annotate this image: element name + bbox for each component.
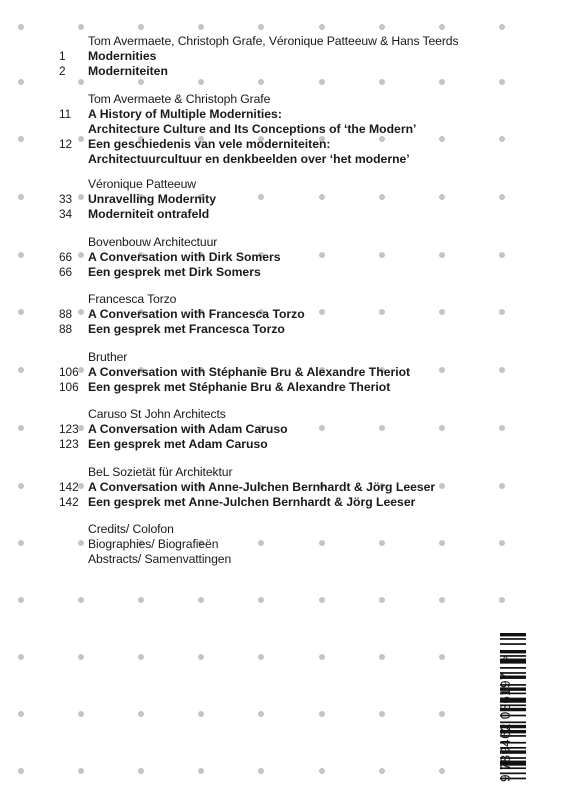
grid-dot (319, 768, 325, 774)
grid-dot (138, 654, 144, 660)
chapter-title: A Conversation with Francesca Torzo (88, 307, 305, 321)
back-matter-label: Biographies/ Biografieën (88, 537, 219, 551)
grid-dot (138, 79, 144, 85)
chapter-title: Moderniteit ontrafeld (88, 207, 210, 221)
grid-dot (78, 768, 84, 774)
toc-author (0, 292, 566, 307)
toc-title-line (0, 365, 566, 380)
page-number: 123 (59, 437, 79, 451)
isbn-number: 9 789462 086197 (498, 672, 513, 782)
grid-dot (258, 24, 264, 30)
chapter-title: Moderniteiten (88, 64, 168, 78)
back-matter-label: Credits/ Colofon (88, 522, 174, 536)
page-number: 1 (59, 49, 66, 63)
grid-dot (499, 24, 505, 30)
author-name: Bruther (88, 350, 128, 364)
toc-title-line (0, 49, 566, 64)
grid-dot (198, 711, 204, 717)
chapter-title: Modernities (88, 49, 157, 63)
toc-entry (0, 235, 566, 280)
grid-dot (198, 654, 204, 660)
grid-dot (78, 597, 84, 603)
grid-dot (319, 24, 325, 30)
toc-title-line (0, 495, 566, 510)
toc-author (0, 407, 566, 422)
grid-dot (379, 597, 385, 603)
toc-author (0, 350, 566, 365)
grid-dot (439, 711, 445, 717)
grid-dot (78, 79, 84, 85)
back-matter-item (0, 522, 566, 537)
toc-title-line (0, 307, 566, 322)
toc-title-line (0, 265, 566, 280)
page-number: 106 (59, 380, 79, 394)
page-number: 12 (59, 137, 73, 151)
toc-author (0, 235, 566, 250)
grid-dot (439, 597, 445, 603)
chapter-title: Een gesprek met Anne-Julchen Bernhardt & Jörg Leeser (88, 495, 416, 509)
toc-entry (0, 350, 566, 395)
page-number: 34 (59, 207, 73, 221)
toc-title-line (0, 380, 566, 395)
author-name: Tom Avermaete & Christoph Grafe (88, 92, 271, 106)
chapter-title: Een gesprek met Francesca Torzo (88, 322, 285, 336)
chapter-title: Architecture Culture and Its Conceptions of ‘the Modern’ (88, 122, 417, 136)
grid-dot (379, 768, 385, 774)
chapter-title: Een geschiedenis van vele moderniteiten: (88, 137, 331, 151)
grid-dot (18, 768, 24, 774)
chapter-title: Unravelling Modernity (88, 192, 216, 206)
toc-title-line (0, 107, 566, 122)
grid-dot (379, 79, 385, 85)
page-number: 11 (59, 107, 72, 121)
grid-dot (18, 654, 24, 660)
isbn-mark: > (498, 654, 513, 663)
grid-dot (18, 24, 24, 30)
grid-dot (439, 24, 445, 30)
toc-entry (0, 407, 566, 452)
grid-dot (78, 24, 84, 30)
page-number: 2 (59, 64, 66, 78)
toc-title-line (0, 122, 566, 137)
toc-author (0, 34, 566, 49)
chapter-title: Een gesprek met Stéphanie Bru & Alexandre Theriot (88, 380, 391, 394)
grid-dot (198, 24, 204, 30)
barcode-bar (500, 638, 526, 640)
toc-author (0, 92, 566, 107)
grid-dot (258, 768, 264, 774)
toc-title-line (0, 137, 566, 152)
back-matter-label: Abstracts/ Samenvattingen (88, 552, 232, 566)
barcode-bar (500, 650, 526, 653)
chapter-title: A Conversation with Adam Caruso (88, 422, 288, 436)
toc-title-line (0, 64, 566, 79)
back-matter-item (0, 552, 566, 567)
toc-title-line (0, 437, 566, 452)
chapter-title: Een gesprek met Adam Caruso (88, 437, 268, 451)
grid-dot (319, 597, 325, 603)
grid-dot (258, 654, 264, 660)
author-name: Véronique Patteeuw (88, 177, 196, 191)
barcode-bar (500, 633, 526, 636)
toc-title-line (0, 207, 566, 222)
grid-dot (379, 711, 385, 717)
grid-dot (198, 79, 204, 85)
page-number: 66 (59, 250, 73, 264)
grid-dot (319, 654, 325, 660)
author-name: Caruso St John Architects (88, 407, 226, 421)
author-name: BeL Sozietät für Architektur (88, 465, 233, 479)
grid-dot (258, 79, 264, 85)
grid-dot (319, 79, 325, 85)
page-number: 123 (59, 422, 79, 436)
page-number: 142 (59, 480, 79, 494)
grid-dot (499, 79, 505, 85)
grid-dot (198, 768, 204, 774)
grid-dot (138, 597, 144, 603)
toc-title-line (0, 152, 566, 167)
page-number: 106 (59, 365, 79, 379)
grid-dot (258, 711, 264, 717)
toc-author (0, 465, 566, 480)
chapter-title: A Conversation with Stéphanie Bru & Alexandre Theriot (88, 365, 411, 379)
grid-dot (439, 768, 445, 774)
author-name: Bovenbouw Architectuur (88, 235, 218, 249)
grid-dot (198, 597, 204, 603)
toc-entry (0, 465, 566, 510)
chapter-title: Architectuurcultuur en denkbeelden over ‘het moderne’ (88, 152, 410, 166)
isbn-digits (499, 654, 513, 782)
author-name: Tom Avermaete, Christoph Grafe, Véronique Patteeuw & Hans Teerds (88, 34, 459, 48)
chapter-title: Een gesprek met Dirk Somers (88, 265, 261, 279)
toc-entry (0, 177, 566, 222)
back-matter (0, 522, 566, 567)
chapter-title: A Conversation with Anne-Julchen Bernhardt & Jörg Leeser (88, 480, 436, 494)
toc-title-line (0, 322, 566, 337)
toc-entry (0, 92, 566, 167)
page-number: 33 (59, 192, 73, 206)
toc-entry (0, 34, 566, 79)
page-number: 88 (59, 322, 73, 336)
barcode-bar (500, 643, 526, 645)
chapter-title: A History of Multiple Modernities: (88, 107, 282, 121)
grid-dot (499, 597, 505, 603)
grid-dot (439, 654, 445, 660)
grid-dot (138, 24, 144, 30)
grid-dot (78, 711, 84, 717)
grid-dot (18, 597, 24, 603)
grid-dot (258, 597, 264, 603)
toc-author (0, 177, 566, 192)
toc-title-line (0, 422, 566, 437)
grid-dot (138, 711, 144, 717)
page-number: 66 (59, 265, 73, 279)
grid-dot (379, 24, 385, 30)
grid-dot (18, 711, 24, 717)
toc-title-line (0, 192, 566, 207)
grid-dot (379, 654, 385, 660)
grid-dot (439, 79, 445, 85)
back-matter-item (0, 537, 566, 552)
grid-dot (319, 711, 325, 717)
page-number: 88 (59, 307, 73, 321)
author-name: Francesca Torzo (88, 292, 177, 306)
toc-entry (0, 292, 566, 337)
chapter-title: A Conversation with Dirk Somers (88, 250, 281, 264)
grid-dot (138, 768, 144, 774)
toc-title-line (0, 250, 566, 265)
grid-dot (78, 654, 84, 660)
page-number: 142 (59, 495, 79, 509)
grid-dot (18, 79, 24, 85)
toc-title-line (0, 480, 566, 495)
